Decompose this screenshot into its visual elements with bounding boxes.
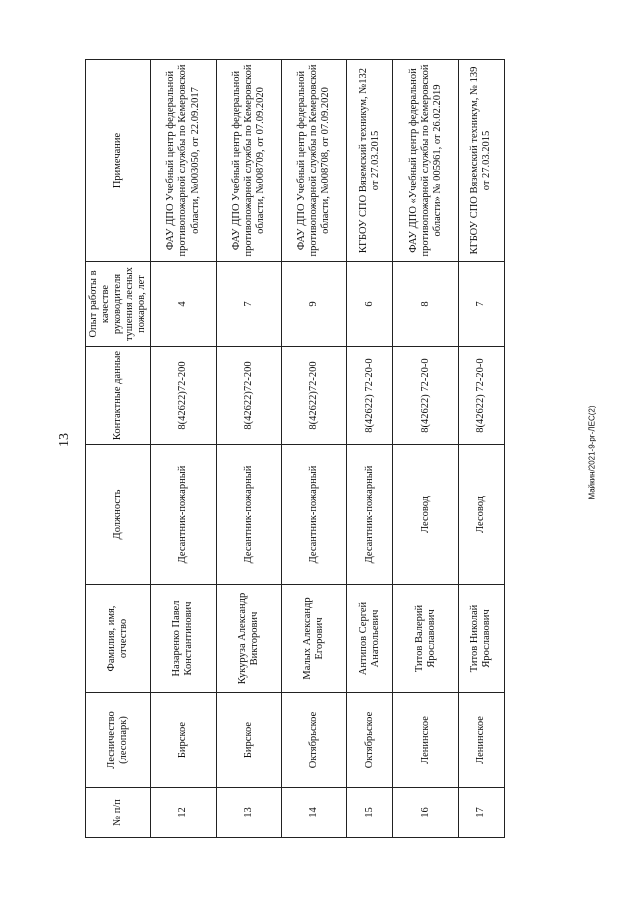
cell-contacts: 8(42622) 72-20-0 [458, 347, 504, 445]
cell-position: Лесовод [393, 445, 458, 585]
cell-contacts: 8(42622)72-200 [281, 347, 346, 445]
cell-number: 16 [393, 788, 458, 838]
header-number: № п/п [86, 788, 151, 838]
cell-forestry: Бирское [151, 693, 216, 788]
cell-position: Десантник-пожарный [151, 445, 216, 585]
cell-full-name: Малых Александр Егорович [281, 585, 346, 693]
cell-note: КГБОУ СПО Вяземский техникум, № 139 от 27.03.2015 [458, 60, 504, 262]
cell-position: Десантник-пожарный [216, 445, 281, 585]
header-note: Примечание [86, 60, 151, 262]
cell-experience: 7 [458, 262, 504, 347]
header-contacts: Контактные данные [86, 347, 151, 445]
cell-experience: 9 [281, 262, 346, 347]
header-forestry: Лесничество (лесопарк) [86, 693, 151, 788]
table-container [85, 60, 505, 838]
table-row [151, 60, 216, 838]
staff-table [85, 59, 505, 838]
table-row [393, 60, 458, 838]
cell-full-name: Титов Валерий Ярославович [393, 585, 458, 693]
header-row [86, 60, 151, 838]
cell-forestry: Октябрьское [347, 693, 393, 788]
cell-experience: 8 [393, 262, 458, 347]
table-row [458, 60, 504, 838]
cell-full-name: Титов Николай Ярославович [458, 585, 504, 693]
cell-forestry: Бирское [216, 693, 281, 788]
cell-number: 17 [458, 788, 504, 838]
cell-note: КГБОУ СПО Вяземский техникум, №132 от 27.03.2015 [347, 60, 393, 262]
cell-contacts: 8(42622)72-200 [216, 347, 281, 445]
cell-number: 15 [347, 788, 393, 838]
page-number: 13 [57, 433, 72, 447]
cell-full-name: Кукуруза Александр Викторович [216, 585, 281, 693]
header-position: Должность [86, 445, 151, 585]
cell-full-name: Назаренко Павел Константинович [151, 585, 216, 693]
cell-experience: 7 [216, 262, 281, 347]
cell-full-name: Антипов Сергей Анатольевич [347, 585, 393, 693]
header-experience: Опыт работы в качестве руководителя тушения лесных пожаров, лет [86, 262, 151, 347]
cell-position: Лесовод [458, 445, 504, 585]
cell-forestry: Ленинское [393, 693, 458, 788]
cell-number: 13 [216, 788, 281, 838]
table-row [281, 60, 346, 838]
cell-contacts: 8(42622) 72-20-0 [393, 347, 458, 445]
table-rotated [85, 60, 505, 838]
cell-experience: 4 [151, 262, 216, 347]
cell-note: ФАУ ДПО Учебный центр федеральной противопожарной службы по Кемеровской области, №003050, от 22.09.2017 [151, 60, 216, 262]
cell-forestry: Ленинское [458, 693, 504, 788]
cell-note: ФАУ ДПО Учебный центр федеральной противопожарной службы по Кемеровской области, №008709, от 07.09.2020 [216, 60, 281, 262]
cell-experience: 6 [347, 262, 393, 347]
cell-position: Десантник-пожарный [347, 445, 393, 585]
cell-forestry: Октябрьское [281, 693, 346, 788]
cell-number: 12 [151, 788, 216, 838]
cell-number: 14 [281, 788, 346, 838]
table-row [216, 60, 281, 838]
footer-note: Майкин/2021-9-рг-ЛЕС(2) [587, 405, 597, 500]
cell-contacts: 8(42622) 72-20-0 [347, 347, 393, 445]
header-full-name: Фамилия, имя, отчество [86, 585, 151, 693]
cell-position: Десантник-пожарный [281, 445, 346, 585]
table-row [347, 60, 393, 838]
cell-note: ФАУ ДПО «Учебный центр федеральной противопожарной службы по Кемеровской области» № 005961, от 26.02.2019 [393, 60, 458, 262]
cell-note: ФАУ ДПО Учебный центр федеральной противопожарной службы по Кемеровской области, №008708, от 07.09.2020 [281, 60, 346, 262]
cell-contacts: 8(42622)72-200 [151, 347, 216, 445]
